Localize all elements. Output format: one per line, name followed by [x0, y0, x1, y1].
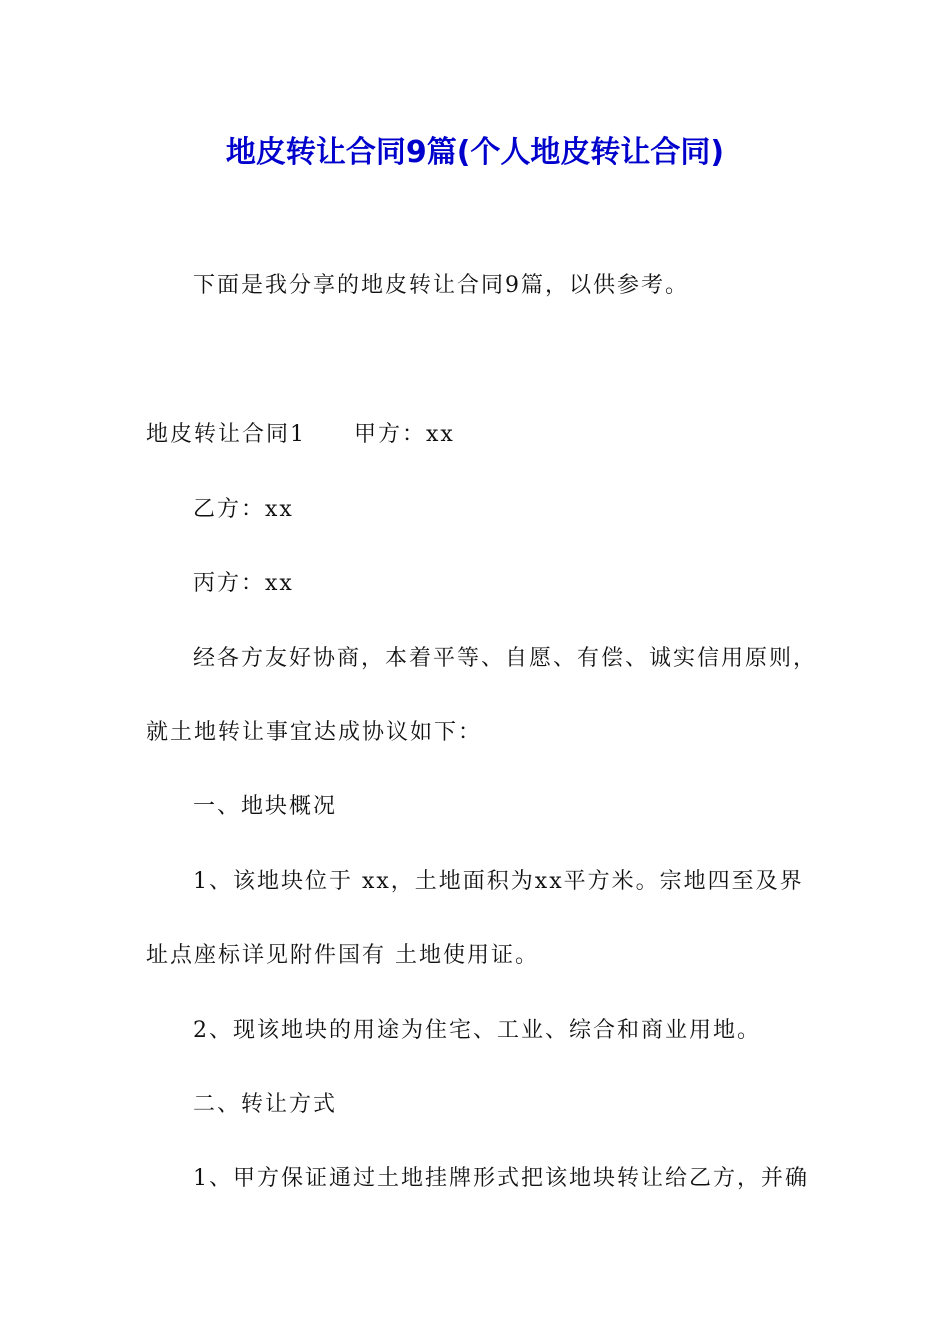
paragraph-line: 2、现该地块的用途为住宅、工业、综合和商业用地。	[193, 1018, 761, 1043]
section-heading: 二、转让方式	[193, 1092, 338, 1117]
intro-paragraph: 下面是我分享的地皮转让合同9篇，以供参考。	[193, 273, 689, 298]
party-a: 甲方：xx	[354, 422, 455, 447]
paragraph-line: 1、甲方保证通过土地挂牌形式把该地块转让给乙方，并确	[193, 1166, 809, 1191]
paragraph-line: 1、该地块位于 xx，土地面积为xx平方米。宗地四至及界	[193, 869, 804, 894]
contract-heading-line	[146, 419, 455, 451]
contract-heading: 地皮转让合同1	[146, 422, 306, 447]
party-b: 乙方：xx	[193, 497, 294, 522]
paragraph-line: 经各方友好协商，本着平等、自愿、有偿、诚实信用原则，	[193, 646, 818, 671]
section-heading: 一、地块概况	[193, 794, 338, 819]
paragraph-line: 就土地转让事宜达成协议如下：	[146, 720, 483, 745]
paragraph-line: 址点座标详见附件国有 土地使用证。	[146, 943, 539, 968]
document-title: 地皮转让合同9篇(个人地皮转让合同)	[225, 135, 725, 170]
party-c: 丙方：xx	[193, 571, 294, 596]
